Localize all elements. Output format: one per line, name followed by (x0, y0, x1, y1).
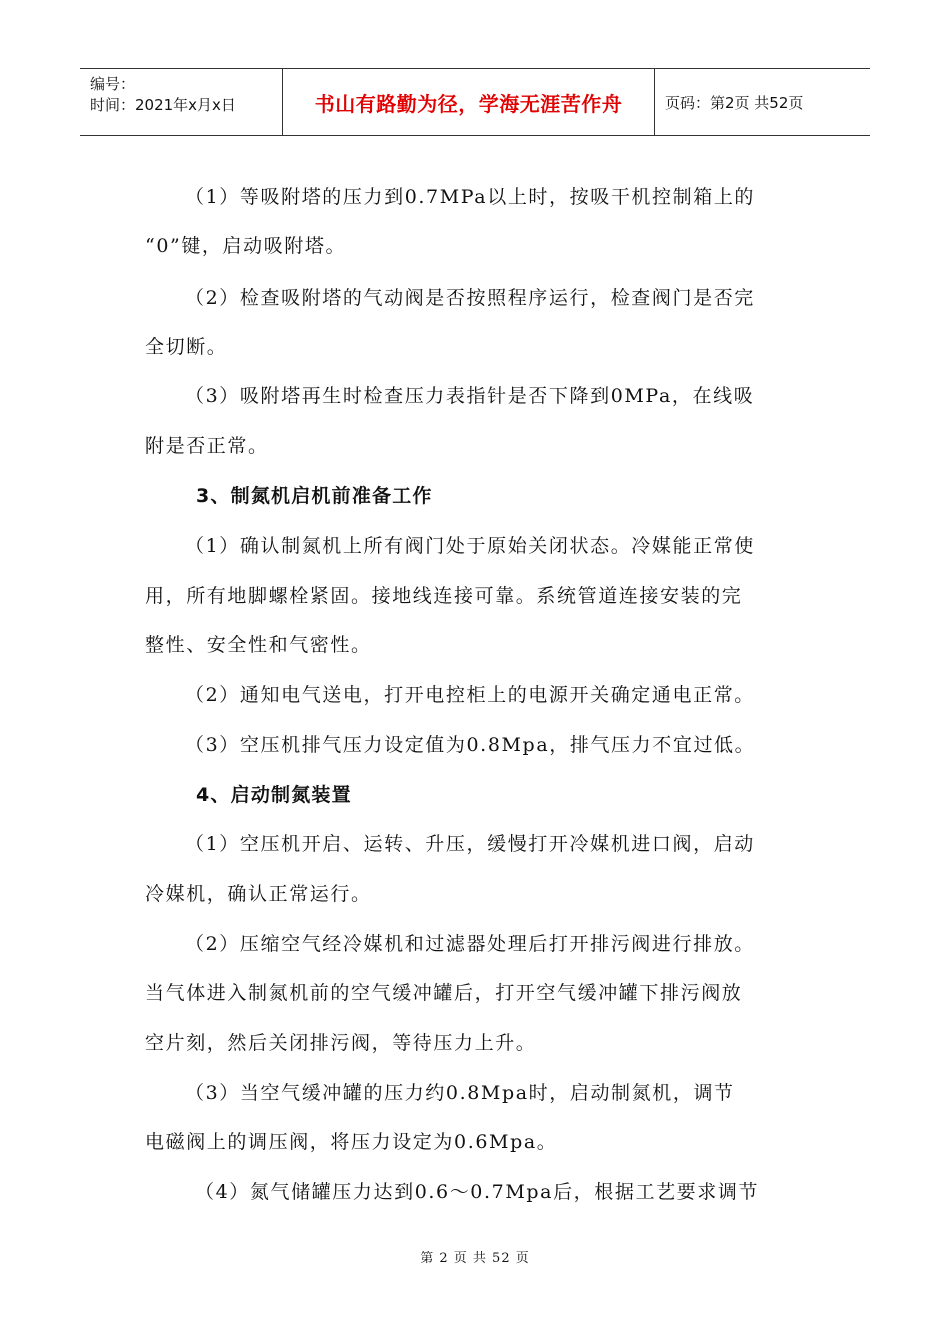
paragraph-line: （2）通知电气送电，打开电控柜上的电源开关确定通电正常。 (185, 684, 755, 706)
section-heading: 3、制氮机启机前准备工作 (196, 485, 433, 507)
paragraph-line: （2）检查吸附塔的气动阀是否按照程序运行，检查阀门是否完 (185, 287, 755, 309)
paragraph-line: （3）当空气缓冲罐的压力约0.8Mpa时，启动制氮机，调节 (185, 1082, 735, 1104)
paragraph-line: 当气体进入制氮机前的空气缓冲罐后，打开空气缓冲罐下排污阀放 (145, 982, 743, 1004)
header-meta (80, 69, 283, 135)
paragraph-line: （3）空压机排气压力设定值为0.8Mpa，排气压力不宜过低。 (185, 734, 756, 756)
paragraph-line: （1）确认制氮机上所有阀门处于原始关闭状态。冷媒能正常使 (185, 535, 755, 557)
document-number-label: 编号： (90, 75, 136, 93)
paragraph-line: “0”键，启动吸附塔。 (145, 235, 347, 257)
header-page-info: 页码：第2页 共52页 (665, 93, 804, 112)
page-footer: 第 2 页 共 52 页 (420, 1251, 530, 1266)
paragraph-line: （3）吸附塔再生时检查压力表指针是否下降到0MPa，在线吸 (185, 385, 755, 407)
section-heading: 4、启动制氮装置 (196, 784, 352, 806)
paragraph-line: 冷媒机，确认正常运行。 (145, 883, 372, 905)
paragraph-line: （4）氮气储罐压力达到0.6～0.7Mpa后，根据工艺要求调节 (195, 1181, 760, 1203)
paragraph-line: （1）等吸附塔的压力到0.7MPa以上时，按吸干机控制箱上的 (185, 186, 756, 208)
header-motto: 书山有路勤为径，学海无涯苦作舟 (283, 69, 655, 135)
paragraph-line: （1）空压机开启、运转、升压，缓慢打开冷媒机进口阀，启动 (185, 833, 755, 855)
paragraph-line: 电磁阀上的调压阀，将压力设定为0.6Mpa。 (145, 1131, 558, 1153)
paragraph-line: 附是否正常。 (145, 435, 269, 457)
paragraph-line: 用，所有地脚螺栓紧固。接地线连接可靠。系统管道连接安装的完 (145, 585, 743, 607)
page-header (80, 68, 870, 136)
paragraph-line: 整性、安全性和气密性。 (145, 634, 372, 656)
paragraph-line: 全切断。 (145, 336, 228, 358)
paragraph-line: （2）压缩空气经冷媒机和过滤器处理后打开排污阀进行排放。 (185, 933, 755, 955)
document-date: 时间：2021年x月x日 (90, 96, 236, 114)
paragraph-line: 空片刻，然后关闭排污阀，等待压力上升。 (145, 1032, 537, 1054)
